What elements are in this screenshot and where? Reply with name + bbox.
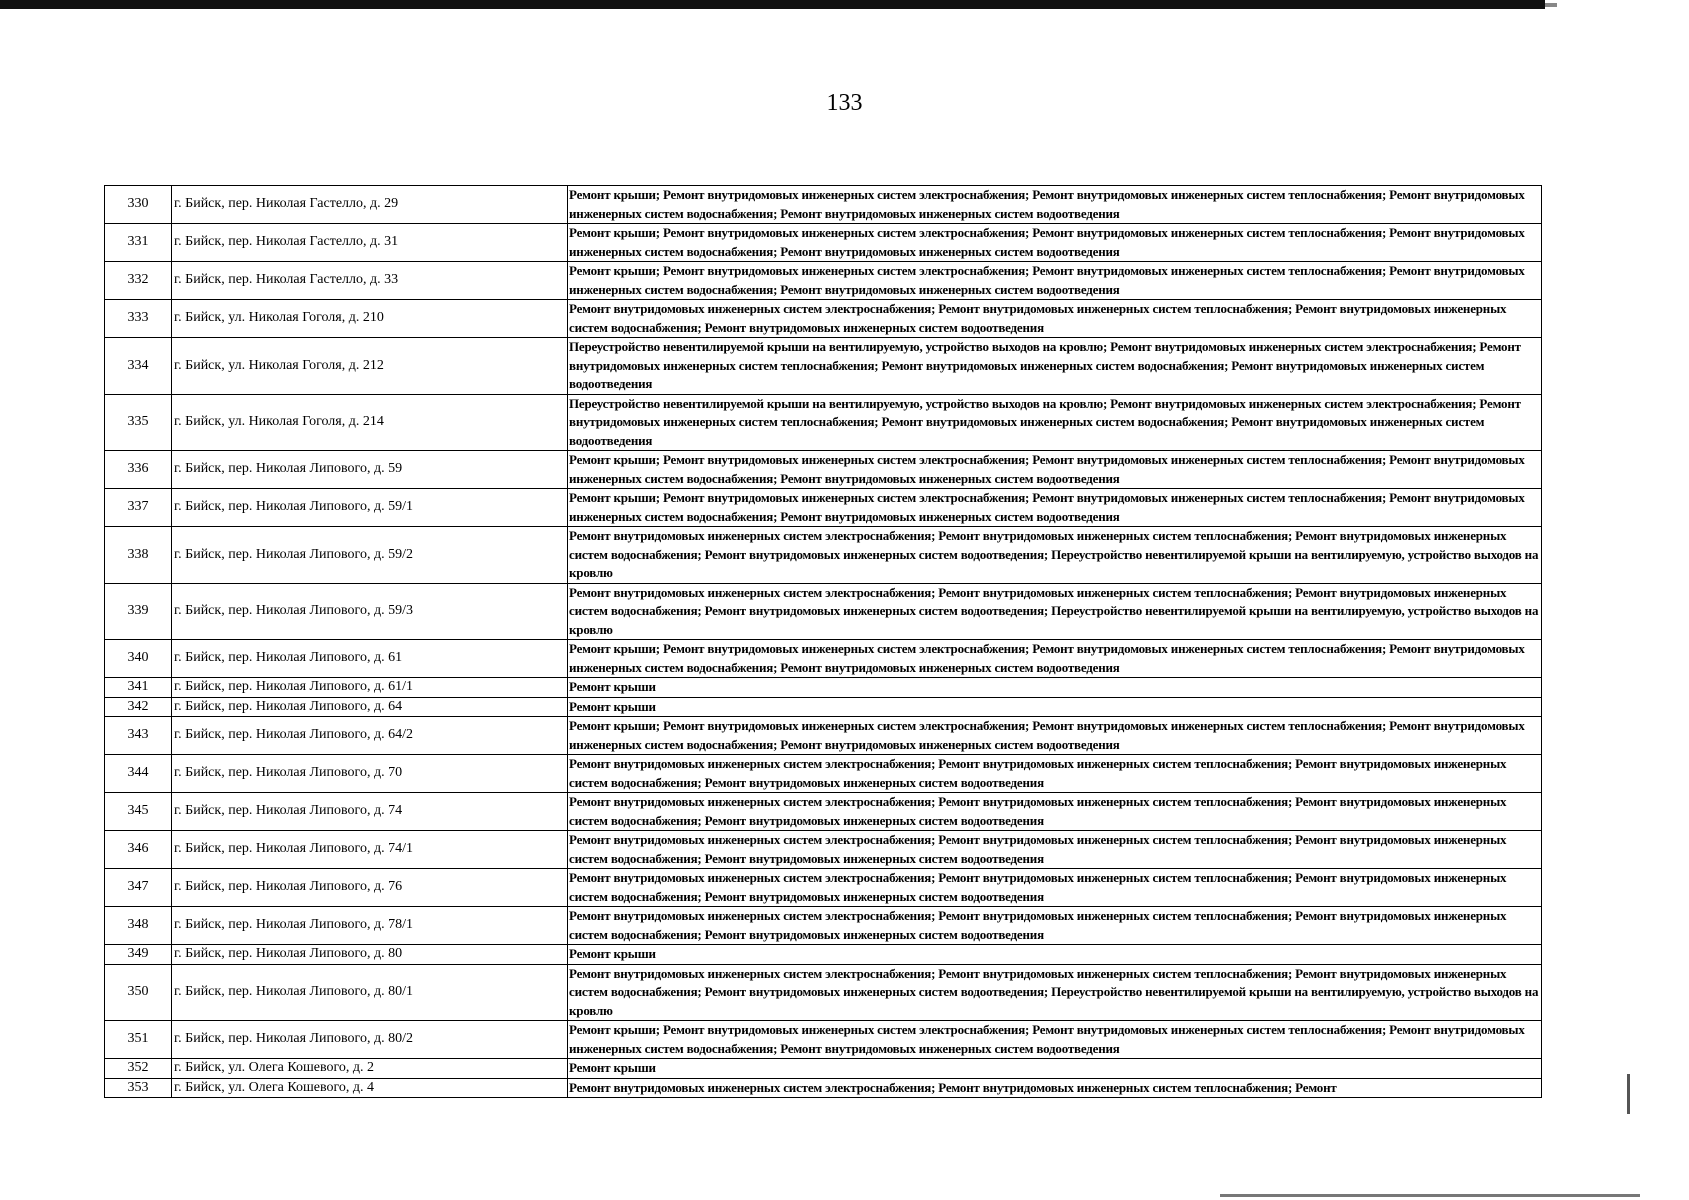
row-number-cell: 345 bbox=[105, 793, 172, 831]
row-number-cell: 348 bbox=[105, 907, 172, 945]
works-cell: Ремонт крыши; Ремонт внутридомовых инженерных систем электроснабжения; Ремонт внутридомовых инженерных систем теплоснабжения; Ремонт внутридомовых инженерных систем водоснабжения; Ремонт внутридомовых инженерных систем водоотведения bbox=[568, 186, 1542, 224]
address-cell: г. Бийск, ул. Олега Кошевого, д. 2 bbox=[172, 1059, 568, 1079]
works-cell: Переустройство невентилируемой крыши на вентилируемую, устройство выходов на кровлю; Ремонт внутридомовых инженерных систем электроснабжения; Ремонт внутридомовых инженерных систем теплоснабжения; Ремонт внутридомовых инженерных систем водоснабжения; Ремонт внутридомовых инженерных систем водоотведения bbox=[568, 338, 1542, 395]
works-cell: Переустройство невентилируемой крыши на вентилируемую, устройство выходов на кровлю; Ремонт внутридомовых инженерных систем электроснабжения; Ремонт внутридомовых инженерных систем теплоснабжения; Ремонт внутридомовых инженерных систем водоснабжения; Ремонт внутридомовых инженерных систем водоотведения bbox=[568, 394, 1542, 451]
address-cell: г. Бийск, ул. Николая Гоголя, д. 214 bbox=[172, 394, 568, 451]
row-number-cell: 330 bbox=[105, 186, 172, 224]
row-number-cell: 351 bbox=[105, 1021, 172, 1059]
works-cell: Ремонт крыши; Ремонт внутридомовых инженерных систем электроснабжения; Ремонт внутридомовых инженерных систем теплоснабжения; Ремонт внутридомовых инженерных систем водоснабжения; Ремонт внутридомовых инженерных систем водоотведения bbox=[568, 1021, 1542, 1059]
address-cell: г. Бийск, пер. Николая Липового, д. 78/1 bbox=[172, 907, 568, 945]
row-number-cell: 332 bbox=[105, 262, 172, 300]
row-number-cell: 338 bbox=[105, 527, 172, 584]
row-number-cell: 346 bbox=[105, 831, 172, 869]
address-cell: г. Бийск, пер. Николая Липового, д. 59/3 bbox=[172, 583, 568, 640]
row-number-cell: 352 bbox=[105, 1059, 172, 1079]
row-number-cell: 331 bbox=[105, 224, 172, 262]
table-row bbox=[105, 262, 1542, 300]
address-cell: г. Бийск, пер. Николая Липового, д. 59/1 bbox=[172, 489, 568, 527]
address-cell: г. Бийск, пер. Николая Липового, д. 80/2 bbox=[172, 1021, 568, 1059]
table-row bbox=[105, 755, 1542, 793]
address-cell: г. Бийск, ул. Олега Кошевого, д. 4 bbox=[172, 1078, 568, 1098]
row-number-cell: 341 bbox=[105, 678, 172, 698]
row-number-cell: 350 bbox=[105, 964, 172, 1021]
address-cell: г. Бийск, пер. Николая Липового, д. 64/2 bbox=[172, 717, 568, 755]
table-row bbox=[105, 717, 1542, 755]
works-cell: Ремонт внутридомовых инженерных систем электроснабжения; Ремонт внутридомовых инженерных систем теплоснабжения; Ремонт внутридомовых инженерных систем водоснабжения; Ремонт внутридомовых инженерных систем водоотведения; Переустройство невентилируемой крыши на вентилируемую, устройство выходов на кровлю bbox=[568, 964, 1542, 1021]
address-cell: г. Бийск, пер. Николая Гастелло, д. 31 bbox=[172, 224, 568, 262]
table-row bbox=[105, 1059, 1542, 1079]
table-body bbox=[105, 186, 1542, 1098]
table-row bbox=[105, 300, 1542, 338]
works-cell: Ремонт внутридомовых инженерных систем электроснабжения; Ремонт внутридомовых инженерных систем теплоснабжения; Ремонт внутридомовых инженерных систем водоснабжения; Ремонт внутридомовых инженерных систем водоотведения; Переустройство невентилируемой крыши на вентилируемую, устройство выходов на кровлю bbox=[568, 583, 1542, 640]
address-cell: г. Бийск, пер. Николая Липового, д. 80/1 bbox=[172, 964, 568, 1021]
table-row bbox=[105, 869, 1542, 907]
scan-edge-mark bbox=[1627, 1074, 1630, 1114]
works-cell: Ремонт крыши; Ремонт внутридомовых инженерных систем электроснабжения; Ремонт внутридомовых инженерных систем теплоснабжения; Ремонт внутридомовых инженерных систем водоснабжения; Ремонт внутридомовых инженерных систем водоотведения bbox=[568, 224, 1542, 262]
row-number-cell: 339 bbox=[105, 583, 172, 640]
address-cell: г. Бийск, ул. Николая Гоголя, д. 210 bbox=[172, 300, 568, 338]
address-cell: г. Бийск, пер. Николая Липового, д. 61/1 bbox=[172, 678, 568, 698]
address-cell: г. Бийск, пер. Николая Липового, д. 59 bbox=[172, 451, 568, 489]
row-number-cell: 335 bbox=[105, 394, 172, 451]
address-cell: г. Бийск, пер. Николая Гастелло, д. 29 bbox=[172, 186, 568, 224]
works-cell: Ремонт крыши bbox=[568, 697, 1542, 717]
row-number-cell: 344 bbox=[105, 755, 172, 793]
address-cell: г. Бийск, пер. Николая Липового, д. 80 bbox=[172, 945, 568, 965]
works-cell: Ремонт внутридомовых инженерных систем электроснабжения; Ремонт внутридомовых инженерных систем теплоснабжения; Ремонт внутридомовых инженерных систем водоснабжения; Ремонт внутридомовых инженерных систем водоотведения bbox=[568, 831, 1542, 869]
works-cell: Ремонт крыши; Ремонт внутридомовых инженерных систем электроснабжения; Ремонт внутридомовых инженерных систем теплоснабжения; Ремонт внутридомовых инженерных систем водоснабжения; Ремонт внутридомовых инженерных систем водоотведения bbox=[568, 262, 1542, 300]
table-row bbox=[105, 831, 1542, 869]
repair-works-table bbox=[104, 185, 1542, 1098]
works-cell: Ремонт крыши; Ремонт внутридомовых инженерных систем электроснабжения; Ремонт внутридомовых инженерных систем теплоснабжения; Ремонт внутридомовых инженерных систем водоснабжения; Ремонт внутридомовых инженерных систем водоотведения bbox=[568, 451, 1542, 489]
table-row bbox=[105, 1021, 1542, 1059]
works-cell: Ремонт внутридомовых инженерных систем электроснабжения; Ремонт внутридомовых инженерных систем теплоснабжения; Ремонт внутридомовых инженерных систем водоснабжения; Ремонт внутридомовых инженерных систем водоотведения; Переустройство невентилируемой крыши на вентилируемую, устройство выходов на кровлю bbox=[568, 527, 1542, 584]
address-cell: г. Бийск, пер. Николая Липового, д. 76 bbox=[172, 869, 568, 907]
table-row bbox=[105, 224, 1542, 262]
table-row bbox=[105, 583, 1542, 640]
works-cell: Ремонт внутридомовых инженерных систем электроснабжения; Ремонт внутридомовых инженерных систем теплоснабжения; Ремонт внутридомовых инженерных систем водоснабжения; Ремонт внутридомовых инженерных систем водоотведения bbox=[568, 869, 1542, 907]
table-row bbox=[105, 527, 1542, 584]
table-row bbox=[105, 451, 1542, 489]
works-cell: Ремонт крыши; Ремонт внутридомовых инженерных систем электроснабжения; Ремонт внутридомовых инженерных систем теплоснабжения; Ремонт внутридомовых инженерных систем водоснабжения; Ремонт внутридомовых инженерных систем водоотведения bbox=[568, 489, 1542, 527]
table-row bbox=[105, 907, 1542, 945]
row-number-cell: 333 bbox=[105, 300, 172, 338]
works-cell: Ремонт крыши; Ремонт внутридомовых инженерных систем электроснабжения; Ремонт внутридомовых инженерных систем теплоснабжения; Ремонт внутридомовых инженерных систем водоснабжения; Ремонт внутридомовых инженерных систем водоотведения bbox=[568, 717, 1542, 755]
row-number-cell: 343 bbox=[105, 717, 172, 755]
table-row bbox=[105, 489, 1542, 527]
works-cell: Ремонт внутридомовых инженерных систем электроснабжения; Ремонт внутридомовых инженерных систем теплоснабжения; Ремонт bbox=[568, 1078, 1542, 1098]
scan-bottom-edge bbox=[1220, 1194, 1640, 1197]
address-cell: г. Бийск, пер. Николая Гастелло, д. 33 bbox=[172, 262, 568, 300]
table-row bbox=[105, 186, 1542, 224]
works-cell: Ремонт крыши bbox=[568, 945, 1542, 965]
table-row bbox=[105, 964, 1542, 1021]
row-number-cell: 337 bbox=[105, 489, 172, 527]
table-row bbox=[105, 640, 1542, 678]
address-cell: г. Бийск, пер. Николая Липового, д. 74/1 bbox=[172, 831, 568, 869]
works-cell: Ремонт внутридомовых инженерных систем электроснабжения; Ремонт внутридомовых инженерных систем теплоснабжения; Ремонт внутридомовых инженерных систем водоснабжения; Ремонт внутридомовых инженерных систем водоотведения bbox=[568, 755, 1542, 793]
table-row bbox=[105, 394, 1542, 451]
top-border-rule bbox=[0, 0, 1545, 9]
row-number-cell: 353 bbox=[105, 1078, 172, 1098]
works-cell: Ремонт внутридомовых инженерных систем электроснабжения; Ремонт внутридомовых инженерных систем теплоснабжения; Ремонт внутридомовых инженерных систем водоснабжения; Ремонт внутридомовых инженерных систем водоотведения bbox=[568, 907, 1542, 945]
table-row bbox=[105, 945, 1542, 965]
address-cell: г. Бийск, ул. Николая Гоголя, д. 212 bbox=[172, 338, 568, 395]
row-number-cell: 349 bbox=[105, 945, 172, 965]
works-cell: Ремонт крыши; Ремонт внутридомовых инженерных систем электроснабжения; Ремонт внутридомовых инженерных систем теплоснабжения; Ремонт внутридомовых инженерных систем водоснабжения; Ремонт внутридомовых инженерных систем водоотведения bbox=[568, 640, 1542, 678]
row-number-cell: 340 bbox=[105, 640, 172, 678]
table-row bbox=[105, 338, 1542, 395]
table-row bbox=[105, 697, 1542, 717]
address-cell: г. Бийск, пер. Николая Липового, д. 70 bbox=[172, 755, 568, 793]
address-cell: г. Бийск, пер. Николая Липового, д. 74 bbox=[172, 793, 568, 831]
works-cell: Ремонт внутридомовых инженерных систем электроснабжения; Ремонт внутридомовых инженерных систем теплоснабжения; Ремонт внутридомовых инженерных систем водоснабжения; Ремонт внутридомовых инженерных систем водоотведения bbox=[568, 793, 1542, 831]
address-cell: г. Бийск, пер. Николая Липового, д. 64 bbox=[172, 697, 568, 717]
address-cell: г. Бийск, пер. Николая Липового, д. 61 bbox=[172, 640, 568, 678]
page-number: 133 bbox=[826, 90, 863, 116]
row-number-cell: 342 bbox=[105, 697, 172, 717]
works-cell: Ремонт крыши bbox=[568, 678, 1542, 698]
row-number-cell: 336 bbox=[105, 451, 172, 489]
row-number-cell: 334 bbox=[105, 338, 172, 395]
works-cell: Ремонт внутридомовых инженерных систем электроснабжения; Ремонт внутридомовых инженерных систем теплоснабжения; Ремонт внутридомовых инженерных систем водоснабжения; Ремонт внутридомовых инженерных систем водоотведения bbox=[568, 300, 1542, 338]
table-row bbox=[105, 793, 1542, 831]
row-number-cell: 347 bbox=[105, 869, 172, 907]
table-row bbox=[105, 678, 1542, 698]
top-border-rule-tail bbox=[1545, 3, 1557, 7]
table-row bbox=[105, 1078, 1542, 1098]
address-cell: г. Бийск, пер. Николая Липового, д. 59/2 bbox=[172, 527, 568, 584]
works-cell: Ремонт крыши bbox=[568, 1059, 1542, 1079]
